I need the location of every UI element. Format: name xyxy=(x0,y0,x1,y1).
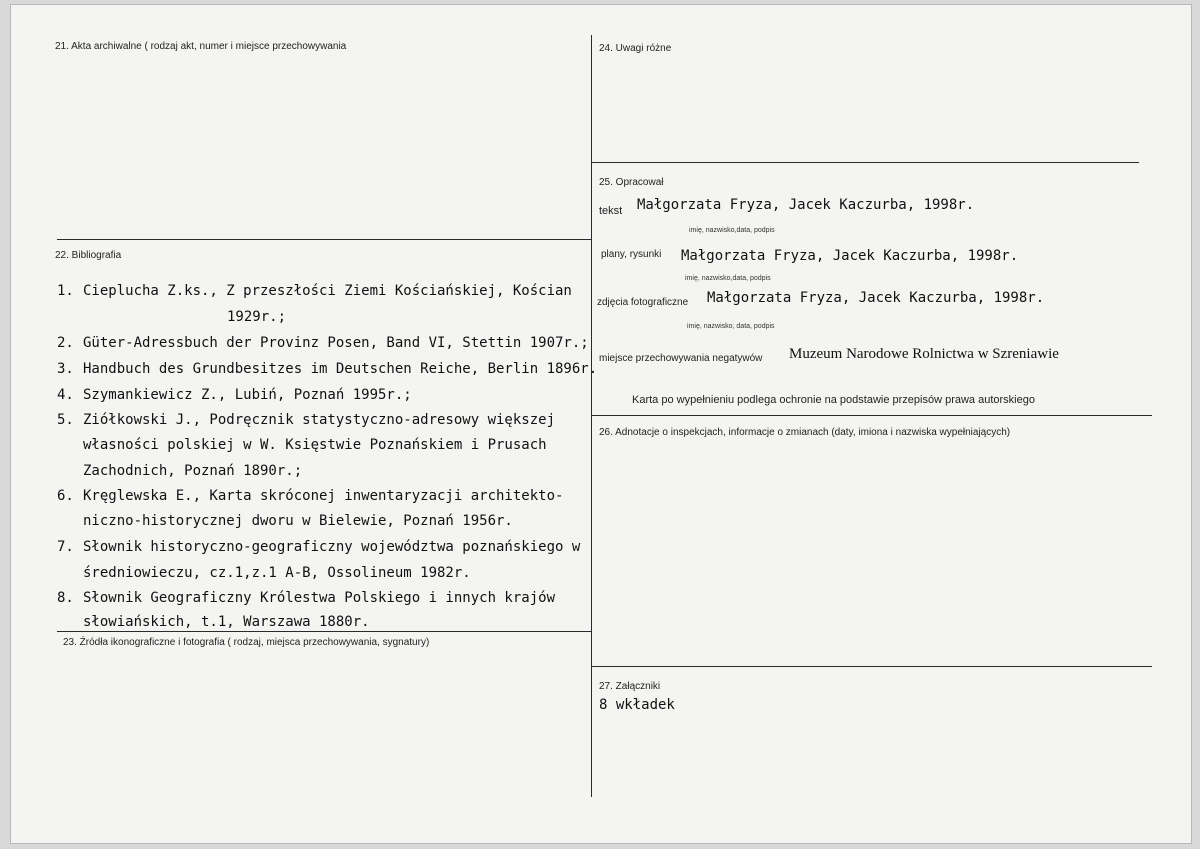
bib-entry-4-num: 4. xyxy=(57,387,74,403)
bib-entry-3-line-1: 3. Handbuch des Grundbesitzes im Deutschen Reiche, Berlin 1896r. xyxy=(57,361,598,377)
plany-hint: imię, nazwisko,data, podpis xyxy=(685,275,771,282)
bib-entry-5-line-3: Zachodnich, Poznań 1890r.; xyxy=(83,463,303,479)
bib-entry-8-line-2: słowiańskich, t.1, Warszawa 1880r. xyxy=(83,614,370,630)
divider-24-25 xyxy=(592,162,1139,163)
attachments-value: 8 wkładek xyxy=(599,697,675,713)
zdjecia-hint: imię, nazwisko, data, podpis xyxy=(687,323,775,330)
bib-entry-2-num: 2. xyxy=(57,335,74,351)
plany-label: plany, rysunki xyxy=(601,249,662,260)
section-21-title: 21. Akta archiwalne ( rodzaj akt, numer i miejsce przechowywania xyxy=(55,41,347,52)
section-22-title: 22. Bibliografia xyxy=(55,250,122,261)
section-23-title: 23. Źródła ikonograficzne i fotografia ( rodzaj, miejsca przechowywania, sygnatury) xyxy=(63,637,430,648)
tekst-value: Małgorzata Fryza, Jacek Kaczurba, 1998r. xyxy=(637,197,975,213)
tekst-label: tekst xyxy=(599,205,623,217)
divider-21-22 xyxy=(57,239,591,240)
bib-entry-7-line-1: 7. Słownik historyczno-geograficzny województwa poznańskiego w xyxy=(57,539,581,555)
section-27-title: 27. Załączniki xyxy=(599,681,661,692)
bib-entry-2-line-1: 2. Güter-Adressbuch der Provinz Posen, Band VI, Stettin 1907r.; xyxy=(57,335,589,351)
section-26-title: 26. Adnotacje o inspekcjach, informacje o zmianach (daty, imiona i nazwiska wypełniających) xyxy=(599,427,1011,438)
bib-entry-1-line-2: 1929r.; xyxy=(227,309,287,325)
bib-entry-3-num: 3. xyxy=(57,361,74,377)
miejsce-value: Muzeum Narodowe Rolnictwa w Szreniawie xyxy=(789,346,1059,362)
section-25-title: 25. Opracował xyxy=(599,177,664,188)
column-divider xyxy=(591,35,592,797)
bib-entry-1-num: 1. xyxy=(57,283,74,299)
divider-22-23 xyxy=(57,631,591,632)
bib-entry-6-line-2: niczno-historycznej dworu w Bielewie, Poznań 1956r. xyxy=(83,513,513,529)
bib-entry-7-num: 7. xyxy=(57,539,74,555)
divider-25-26 xyxy=(592,415,1152,416)
bib-entry-8-num: 8. xyxy=(57,590,74,606)
bib-entry-6-line-1: 6. Kręglewska E., Karta skróconej inwentaryzacji architekto- xyxy=(57,488,564,504)
bib-entry-6-num: 6. xyxy=(57,488,74,504)
plany-value: Małgorzata Fryza, Jacek Kaczurba, 1998r. xyxy=(681,248,1019,264)
zdjecia-label: zdjęcia fotograficzne xyxy=(597,297,689,308)
bib-entry-1-line-1: 1. Cieplucha Z.ks., Z przeszłości Ziemi Kościańskiej, Kościan xyxy=(57,283,572,299)
divider-26-27 xyxy=(592,666,1152,667)
bib-entry-5-num: 5. xyxy=(57,412,74,428)
section-24-title: 24. Uwagi różne xyxy=(599,43,672,54)
miejsce-label: miejsce przechowywania negatywów xyxy=(599,353,763,364)
record-card xyxy=(10,4,1192,844)
bib-entry-8-line-1: 8. Słownik Geograficzny Królestwa Polskiego i innych krajów xyxy=(57,590,556,606)
copyright-note: Karta po wypełnieniu podlega ochronie na podstawie przepisów prawa autorskiego xyxy=(632,394,1035,406)
bib-entry-4-line-1: 4. Szymankiewicz Z., Lubiń, Poznań 1995r.; xyxy=(57,387,412,403)
bib-entry-5-line-1: 5. Ziółkowski J., Podręcznik statystyczno-adresowy większej xyxy=(57,412,556,428)
bib-entry-7-line-2: średniowieczu, cz.1,z.1 A-B, Ossolineum 1982r. xyxy=(83,565,471,581)
bib-entry-5-line-2: własności polskiej w W. Księstwie Poznańskiem i Prusach xyxy=(83,437,547,453)
tekst-hint: imię, nazwisko,data, podpis xyxy=(689,227,775,234)
zdjecia-value: Małgorzata Fryza, Jacek Kaczurba, 1998r. xyxy=(707,290,1045,306)
